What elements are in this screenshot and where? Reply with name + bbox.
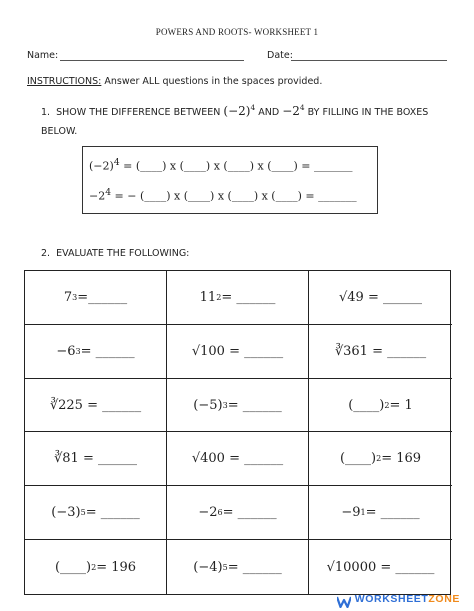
worksheetzone-logo-icon <box>337 593 351 605</box>
name-field-line[interactable] <box>60 60 244 61</box>
question-1 <box>41 98 441 141</box>
instructions <box>27 76 322 87</box>
question-2-text: EVALUATE THE FOLLOWING: <box>56 248 190 259</box>
evaluate-cell[interactable]: (____) 2 = 196 <box>25 540 167 594</box>
evaluate-cell[interactable]: 11 2 = ______ <box>167 271 309 325</box>
question-1-text-and: AND <box>255 107 283 118</box>
instructions-text: Answer ALL questions in the spaces provided. <box>101 76 323 87</box>
evaluate-cell[interactable]: 7 3 =______ <box>25 271 167 325</box>
evaluate-cell[interactable]: (____) 2 = 1 <box>309 379 452 433</box>
evaluate-cell[interactable]: (−3) 5 = ______ <box>25 486 167 540</box>
question-2 <box>41 248 189 259</box>
evaluate-cell[interactable]: ∛225 = ______ <box>25 379 167 433</box>
date-label: Date: <box>267 50 293 61</box>
footer-brand <box>337 590 460 608</box>
question-1-expr-a: $(-2)^4$ <box>223 103 256 118</box>
evaluate-cell[interactable]: √400 = ______ <box>167 432 309 486</box>
name-label: Name: <box>27 50 59 61</box>
evaluate-cell[interactable]: (−5) 3 = ______ <box>167 379 309 433</box>
evaluate-cell[interactable]: ∛81 = ______ <box>25 432 167 486</box>
page-title: POWERS AND ROOTS- WORKSHEET 1 <box>155 27 319 37</box>
evaluate-cell[interactable]: ∛361 = ______ <box>309 325 452 379</box>
question-1-expr-b: $-2^4$ <box>282 103 305 118</box>
evaluate-cell[interactable]: √100 = ______ <box>167 325 309 379</box>
question-1-text-after: BY FILLING IN THE BOXES BELOW. <box>41 107 429 137</box>
evaluate-cell[interactable]: −9 1 = ______ <box>309 486 452 540</box>
evaluate-grid <box>24 270 451 595</box>
date-field-line[interactable] <box>291 60 447 61</box>
question-1-answer-box <box>82 146 378 214</box>
evaluate-cell[interactable]: (____) 2 = 169 <box>309 432 452 486</box>
evaluate-cell[interactable]: −6 3 = ______ <box>25 325 167 379</box>
evaluate-cell[interactable]: √10000 = ______ <box>326 559 435 575</box>
question-1-text-before: SHOW THE DIFFERENCE BETWEEN <box>56 107 224 118</box>
answer-line-2[interactable]: $-2^4$ = − (____) x (____) x (____) x (____) = _______ <box>89 187 357 203</box>
brand-name: WORKSHEETZONE <box>354 593 460 605</box>
name-date-row <box>27 50 447 64</box>
instructions-label: INSTRUCTIONS: <box>27 76 102 87</box>
evaluate-cell[interactable]: (−4) 5 = ______ <box>167 540 309 594</box>
question-1-number: 1. <box>41 107 51 118</box>
answer-line-1[interactable]: $(-2)^4$ = (____) x (____) x (____) x (____) = _______ <box>89 157 353 173</box>
question-2-number: 2. <box>41 248 51 259</box>
evaluate-cell[interactable]: −2 6 = ______ <box>167 486 309 540</box>
evaluate-cell[interactable]: √49 = ______ <box>309 271 452 325</box>
